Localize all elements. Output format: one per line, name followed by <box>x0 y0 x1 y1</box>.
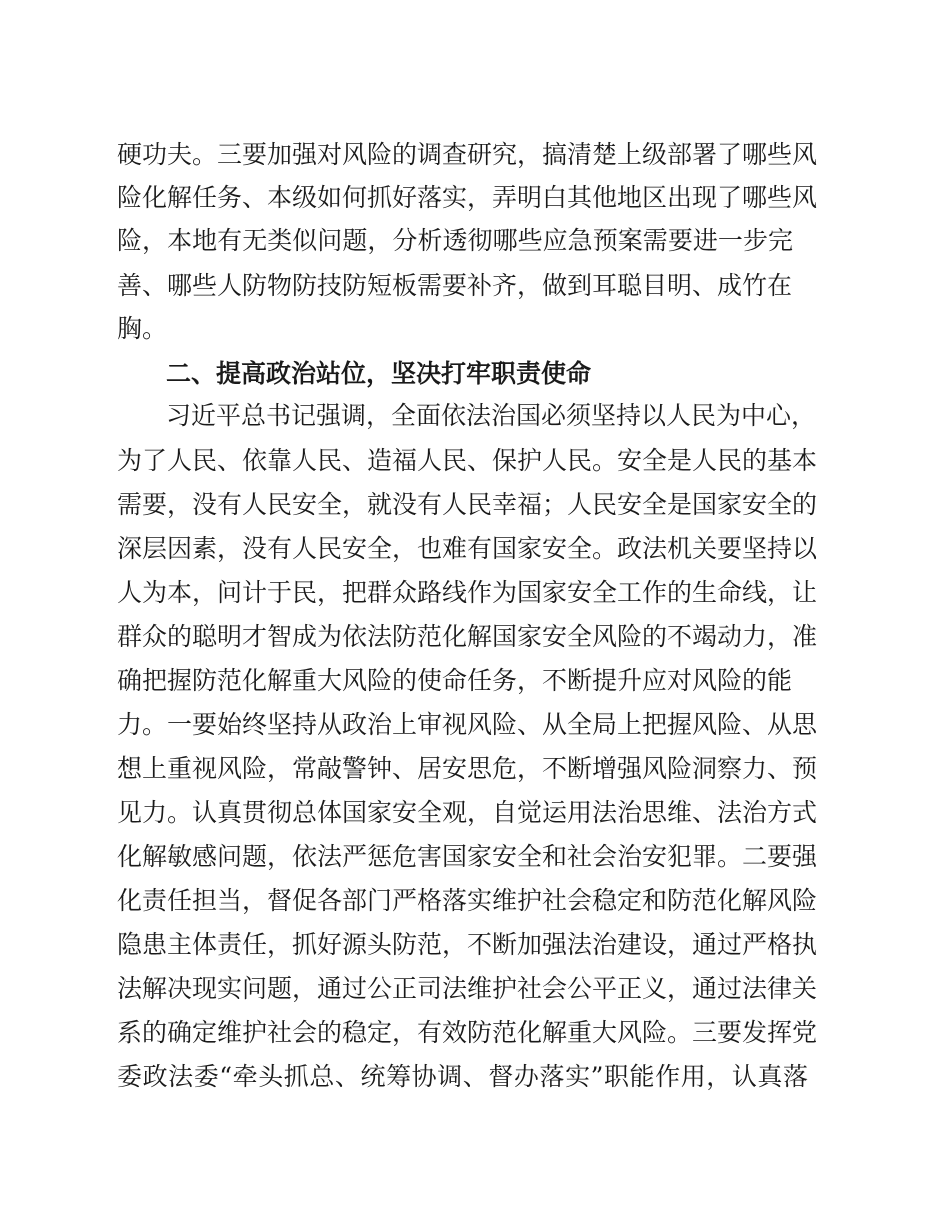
paragraph-line: 确把握防范化解重大风险的使命任务，不断提升应对风险的能 <box>117 666 793 695</box>
paragraph-line: 力。一要始终坚持从政治上审视风险、从全局上把握风险、从思 <box>117 710 818 739</box>
paragraph-line: 委政法委“牵头抓总、统筹协调、督办落实”职能作用，认真落 <box>117 1062 808 1091</box>
text-line: 善、哪些人防物防技防短板需要补齐，做到耳聪目明、成竹在 <box>117 271 793 300</box>
paragraph-line: 化解敏感问题，依法严惩危害国家安全和社会治安犯罪。二要强 <box>117 842 818 871</box>
text-line: 硬功夫。三要加强对风险的调查研究，搞清楚上级部署了哪些风 <box>117 140 818 169</box>
paragraph-line: 隐患主体责任，抓好源头防范，不断加强法治建设，通过严格执 <box>117 930 818 959</box>
text-line: 胸。 <box>117 314 168 343</box>
section-heading: 二、提高政治站位，坚决打牢职责使命 <box>166 359 592 388</box>
paragraph-line: 系的确定维护社会的稳定，有效防范化解重大风险。三要发挥党 <box>117 1018 818 1047</box>
paragraph-line: 需要，没有人民安全，就没有人民幸福；人民安全是国家安全的 <box>117 490 818 519</box>
text-line: 险，本地有无类似问题，分析透彻哪些应急预案需要进一步完 <box>117 226 793 255</box>
paragraph-line: 见力。认真贯彻总体国家安全观，自觉运用法治思维、法治方式 <box>117 798 818 827</box>
text-line: 险化解任务、本级如何抓好落实，弄明白其他地区出现了哪些风 <box>117 183 818 212</box>
paragraph-line: 化责任担当，督促各部门严格落实维护社会稳定和防范化解风险 <box>117 886 818 915</box>
paragraph-line: 想上重视风险，常敲警钟、居安思危，不断增强风险洞察力、预 <box>117 754 818 783</box>
paragraph-line: 群众的聪明才智成为依法防范化解国家安全风险的不竭动力，准 <box>117 622 818 651</box>
paragraph-line: 为了人民、依靠人民、造福人民、保护人民。安全是人民的基本 <box>117 446 818 475</box>
paragraph-line: 人为本，问计于民，把群众路线作为国家安全工作的生命线，让 <box>117 578 818 607</box>
paragraph-line: 深层因素，没有人民安全，也难有国家安全。政法机关要坚持以 <box>117 534 818 563</box>
paragraph-line: 习近平总书记强调，全面依法治国必须坚持以人民为中心， <box>166 401 817 430</box>
paragraph-line: 法解决现实问题，通过公正司法维护社会公平正义，通过法律关 <box>117 974 818 1003</box>
